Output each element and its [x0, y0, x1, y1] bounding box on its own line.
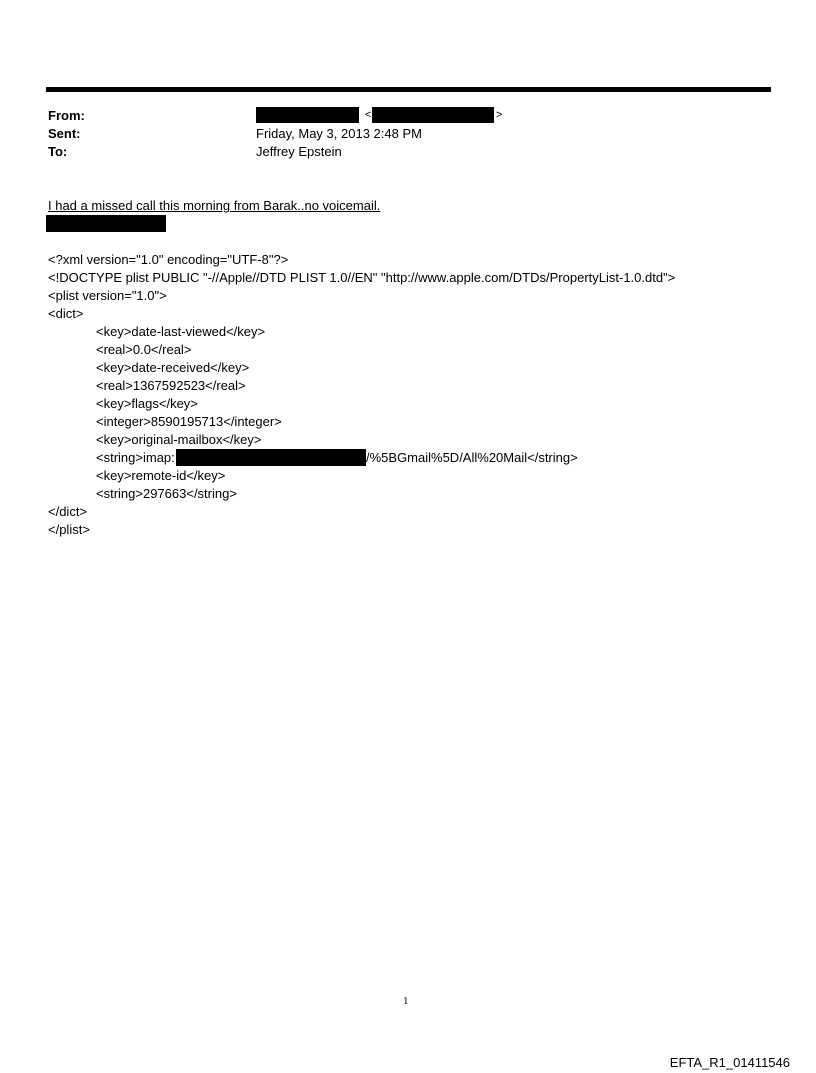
- code-line: <?xml version="1.0" encoding="UTF-8"?>: [48, 252, 289, 267]
- redacted-imap-account: [176, 449, 366, 466]
- code-line: </plist>: [48, 522, 90, 537]
- code-line: <string>297663</string>: [96, 486, 237, 501]
- code-line: <dict>: [48, 306, 84, 321]
- sent-label: Sent:: [48, 126, 81, 141]
- email-close-bracket: >: [496, 109, 503, 121]
- code-line: <key>original-mailbox</key>: [96, 432, 262, 447]
- code-line: <integer>8590195713</integer>: [96, 414, 282, 429]
- document-id: EFTA_R1_01411546: [669, 1055, 790, 1070]
- to-value: Jeffrey Epstein: [256, 144, 342, 159]
- redacted-sender-email: [372, 107, 494, 123]
- code-line: <real>0.0</real>: [96, 342, 192, 357]
- redacted-sender-name: [256, 107, 359, 123]
- code-line: <key>date-last-viewed</key>: [96, 324, 266, 339]
- code-line: <real>1367592523</real>: [96, 378, 246, 393]
- code-line: <key>remote-id</key>: [96, 468, 226, 483]
- code-line: <key>date-received</key>: [96, 360, 250, 375]
- code-line: <!DOCTYPE plist PUBLIC "-//Apple//DTD PLIST 1.0//EN" "http://www.apple.com/DTDs/PropertyList-1.0.dtd">: [48, 270, 676, 285]
- redacted-signature: [46, 215, 166, 232]
- code-line: <key>flags</key>: [96, 396, 198, 411]
- from-label: From:: [48, 108, 85, 123]
- header-rule: [46, 87, 771, 92]
- message-text: I had a missed call this morning from Barak..no voicemail.: [48, 198, 381, 213]
- page-number: 1: [403, 995, 409, 1007]
- code-line: /%5BGmail%5D/All%20Mail</string>: [366, 450, 578, 465]
- code-line: <plist version="1.0">: [48, 288, 167, 303]
- code-line: <string>imap:: [96, 450, 175, 465]
- email-open-bracket: <: [365, 109, 372, 121]
- to-label: To:: [48, 144, 68, 159]
- code-line: </dict>: [48, 504, 88, 519]
- sent-value: Friday, May 3, 2013 2:48 PM: [256, 126, 422, 141]
